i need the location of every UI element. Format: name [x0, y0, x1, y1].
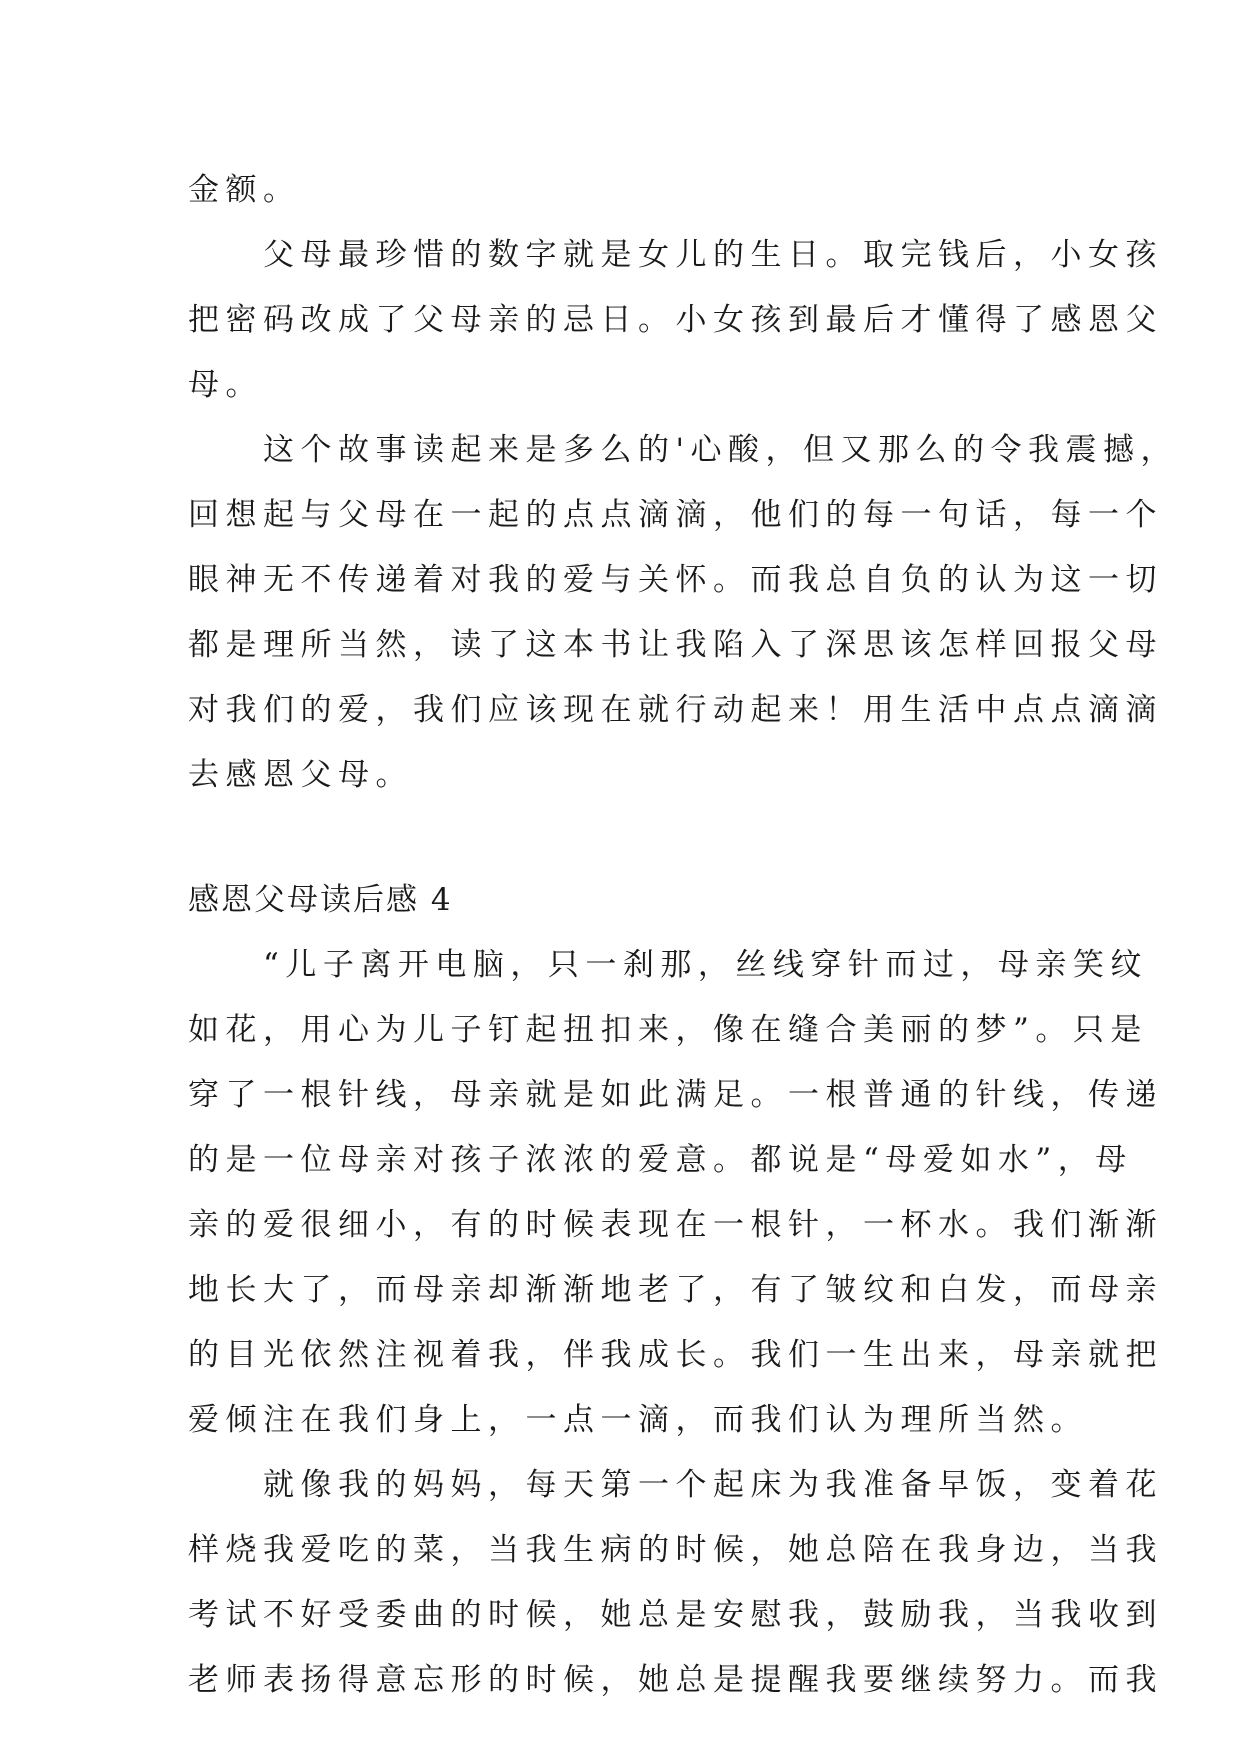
text-line: 的目光依然注视着我，伴我成长。我们一生出来，母亲就把	[188, 1337, 1163, 1373]
text-line: 如花，用心为儿子钉起扭扣来，像在缝合美丽的梦”。只是	[188, 1012, 1148, 1048]
text-line: 老师表扬得意忘形的时候，她总是提醒我要继续努力。而我	[188, 1662, 1163, 1698]
text-block-after	[188, 933, 1163, 1713]
text-line: 去感恩父母。	[188, 757, 413, 793]
text-line: 的是一位母亲对孩子浓浓的爱意。都说是“母爱如水”，母	[188, 1142, 1133, 1178]
section-gap	[188, 808, 1058, 868]
section-heading: 感恩父母读后感 4	[188, 882, 453, 918]
text-line: 地长大了，而母亲却渐渐地老了，有了皱纹和白发，而母亲	[188, 1272, 1163, 1308]
text-line: 父母最珍惜的数字就是女儿的生日。取完钱后，小女孩	[188, 237, 1163, 273]
text-line: 金额。	[188, 172, 301, 208]
text-line: 眼神无不传递着对我的爱与关怀。而我总自负的认为这一切	[188, 562, 1163, 598]
text-line: 就像我的妈妈，每天第一个起床为我准备早饭，变着花	[188, 1467, 1163, 1503]
text-line: 亲的爱很细小，有的时候表现在一根针，一杯水。我们渐渐	[188, 1207, 1163, 1243]
text-line: 这个故事读起来是多么的'心酸，但又那么的令我震撼，	[188, 432, 1179, 468]
text-block-before	[188, 158, 1179, 808]
text-line: 穿了一根针线，母亲就是如此满足。一根普通的针线，传递	[188, 1077, 1163, 1113]
text-line: 样烧我爱吃的菜，当我生病的时候，她总陪在我身边，当我	[188, 1532, 1163, 1568]
text-line: 都是理所当然，读了这本书让我陷入了深思该怎样回报父母	[188, 627, 1163, 663]
text-line: 母。	[188, 367, 263, 403]
text-line: 把密码改成了父母亲的忌日。小女孩到最后才懂得了感恩父	[188, 302, 1163, 338]
document-page	[188, 158, 1179, 1713]
text-line: “儿子离开电脑，只一刹那，丝线穿针而过，母亲笑纹	[188, 947, 1148, 983]
text-line: 回想起与父母在一起的点点滴滴，他们的每一句话，每一个	[188, 497, 1163, 533]
text-line: 考试不好受委曲的时候，她总是安慰我，鼓励我，当我收到	[188, 1597, 1163, 1633]
text-line: 对我们的爱，我们应该现在就行动起来！用生活中点点滴滴	[188, 692, 1163, 728]
text-line: 爱倾注在我们身上，一点一滴，而我们认为理所当然。	[188, 1402, 1088, 1438]
